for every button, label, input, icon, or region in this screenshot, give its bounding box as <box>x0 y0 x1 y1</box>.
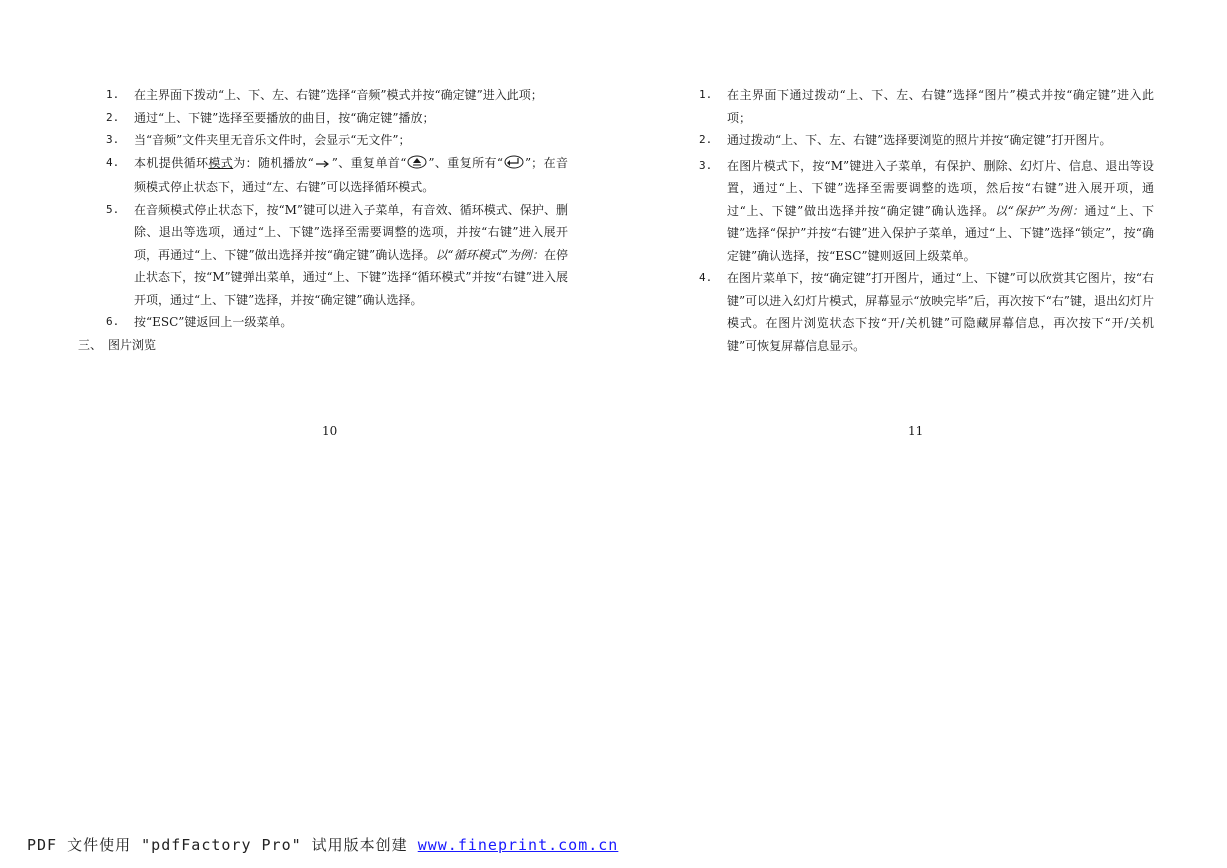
item-number: 1. <box>699 88 713 101</box>
list-item <box>696 155 1154 268</box>
return-arrow-oval-icon <box>504 154 524 177</box>
footer-text: PDF 文件使用 "pdfFactory Pro" 试用版本创建 <box>27 836 418 854</box>
list-item <box>696 129 1154 152</box>
item-text: 本机提供循环 <box>134 155 209 170</box>
list-item <box>696 84 1154 129</box>
item-text-underlined: 模式 <box>208 155 234 170</box>
item-number: 2. <box>106 110 120 124</box>
list-item <box>78 84 568 107</box>
item-text: 在图片菜单下，按“确定键”打开图片，通过“上、下键”可以欣赏其它图片，按“右键”可以进入幻灯片模式，屏幕显示“放映完毕”后，再次按下“右”键，退出幻灯片模式。在图片浏览状态下按“开/关机键”可隐藏屏幕信息，再次按下“开/关机键”可恢复屏幕信息显示。 <box>727 271 1154 353</box>
right-page <box>696 84 1154 357</box>
left-instruction-list <box>78 84 568 334</box>
item-text: ”、重复单首“ <box>331 155 407 170</box>
item-text: 按“ESC”键返回上一级菜单。 <box>134 315 293 329</box>
list-item <box>78 129 568 152</box>
list-item <box>696 267 1154 357</box>
item-text: 在音频模式停止状态下，按“M”键可以进入子菜单，有音效、循环模式、保护、删除、退出等选项，通过“上、下键”选择至需要调整的选项，并按“右键”进入展开项，再通过“上、下键”做出选择并按“确定键”确认选择。 <box>134 202 568 262</box>
section-heading-number: 三、 <box>78 337 103 352</box>
item-number: 2. <box>699 133 713 146</box>
page-number-left: 10 <box>322 424 338 438</box>
right-instruction-list <box>696 84 1154 357</box>
item-number: 1. <box>106 88 120 101</box>
item-number: 5. <box>106 202 120 216</box>
item-text: 在停止状态下，按“M”键弹出菜单，通过“上、下键”选择“循环模式”并按“右键”进入展开项，通过“上、下键”选择，并按“确定键”确认选择。 <box>134 247 568 307</box>
item-text: 通过“上、下键”选择“保护”并按“右键”进入保护子菜单，通过“上、下键”选择“锁定”，按“确定键”确认选择，按“ESC”键则返回上级菜单。 <box>727 203 1155 263</box>
item-text-italic: 以“保护”为例： <box>994 203 1085 218</box>
left-page <box>78 84 568 356</box>
section-heading <box>78 334 568 356</box>
page-number-right: 11 <box>908 424 924 438</box>
item-text: ”；在音频模式停止状态下，通过“左、右键”可以选择循环模式。 <box>134 155 568 194</box>
item-text: 在主界面下通过拨动“上、下、左、右键”选择“图片”模式并按“确定键”进入此项； <box>727 88 1154 125</box>
list-item <box>78 199 568 312</box>
item-number: 3. <box>699 158 713 172</box>
item-number: 4. <box>699 271 713 284</box>
item-text: 通过拨动“上、下、左、右键”选择要浏览的照片并按“确定键”打开图片。 <box>727 133 1112 147</box>
item-text: 在主界面下拨动“上、下、左、右键”选择“音频”模式并按“确定键”进入此项； <box>134 88 543 102</box>
up-arrow-oval-icon <box>407 154 427 177</box>
section-heading-title: 图片浏览 <box>108 337 157 352</box>
arrow-right-icon <box>315 154 331 177</box>
item-text: 在图片模式下，按“M”键进入子菜单，有保护、删除、幻灯片、信息、退出等设置，通过“上、下键”选择至需要调整的选项，然后按“右键”进入展开项，通过“上、下键”做出选择并按“确定键”确认选择。 <box>727 158 1154 218</box>
list-item <box>78 152 568 199</box>
item-text: 通过“上、下键”选择至要播放的曲目，按“确定键”播放； <box>134 110 435 125</box>
item-text-italic: 以“循环模式”为例： <box>435 247 544 262</box>
list-item <box>78 311 568 334</box>
list-item <box>78 107 568 130</box>
footer-link[interactable]: www.fineprint.com.cn <box>417 836 619 854</box>
item-number: 4. <box>106 155 120 169</box>
item-number: 6. <box>106 315 120 328</box>
item-number: 3. <box>106 133 120 146</box>
item-text: 当“音频”文件夹里无音乐文件时，会显示“无文件”； <box>134 133 411 147</box>
footer-watermark <box>27 834 618 855</box>
item-text: 为：随机播放“ <box>233 155 314 170</box>
item-text: ”、重复所有“ <box>428 155 504 170</box>
